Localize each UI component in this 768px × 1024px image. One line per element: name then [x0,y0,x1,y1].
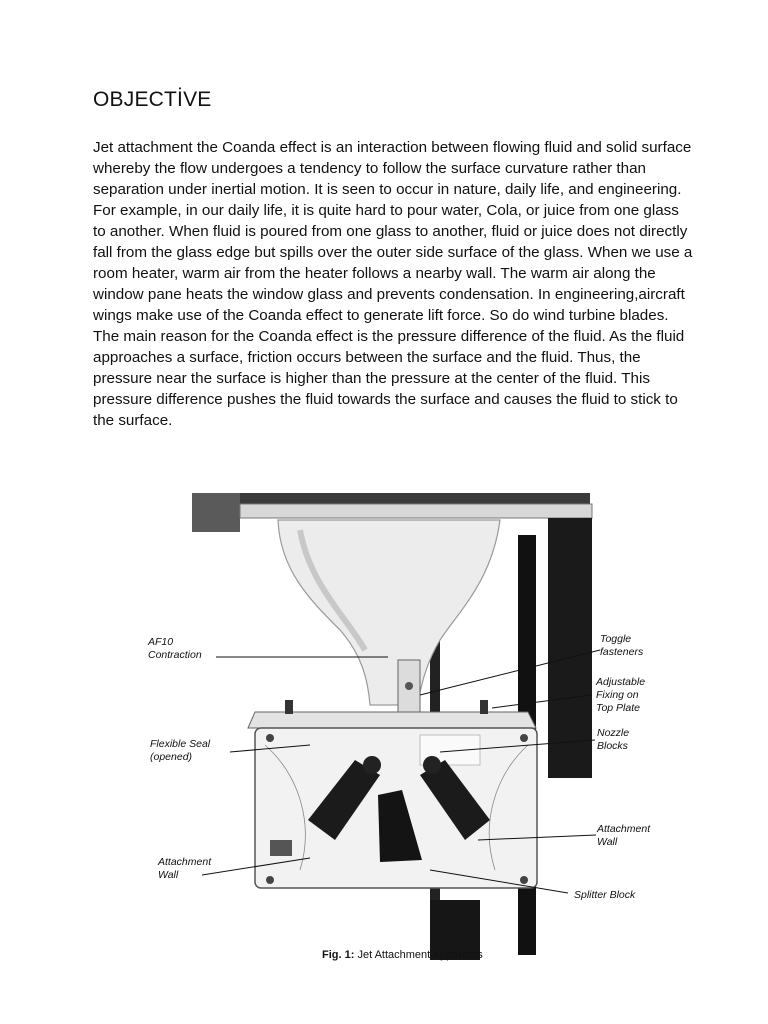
label-flexible-seal: Flexible Seal (opened) [150,738,211,763]
right-leg [548,518,592,778]
top-frame-corner [192,493,240,532]
label-af10-contraction: AF10 Contraction [148,636,202,661]
brand-logo [270,840,292,856]
label-nozzle-blocks: Nozzle Blocks [597,727,630,752]
fixing-bolt-right [480,700,488,714]
nozzle-knob-left [363,756,381,774]
top-rail [240,504,592,518]
label-splitter-block: Splitter Block [574,889,636,901]
figure-caption [322,949,483,961]
label-attachment-wall-right: Attachment Wall [597,823,651,848]
label-toggle-fasteners: Toggle fasteners [600,633,644,658]
label-attachment-wall-left: Attachment Wall [158,856,212,881]
caption-text: Jet Attachment Apparatus [354,949,483,961]
paragraph-1: Jet attachment the Coanda effect is an interaction between flowing fluid and solid surface whereby the flow undergoes a tendency to follow the surface curvature rather than separation under inertial motion. It is seen to occur in nature, daily life, and engineering. For example, in our daily life, it is quite hard to pour water, Cola, or juice from one glass to another. When fluid is poured from one glass to another, fluid or juice does not directly fall from the glass edge but spills over the outer side surface of the glass. When we use a room heater, warm air from the heater follows a nearby wall. The warm air along the window pane heats the window glass and prevents condensation. In engineering,aircraft wings make use of the Coanda effect to generate lift force. So do wind turbine blades. [93,139,693,324]
body-text [93,137,693,431]
page-heading: OBJECTİVE [93,88,212,111]
contraction-funnel [278,520,500,705]
caption-prefix: Fig. 1: [322,949,355,961]
apparatus-figure [140,490,680,970]
label-adjustable-fixing: Adjustable Fixing on Top Plate [596,676,646,714]
paragraph-2: The main reason for the Coanda effect is the pressure difference of the fluid. As the fluid approaches a surface, friction occurs between the surface and the fluid. Thus, the pressure near the surface is higher than the pressure at the center of the fluid. This pressure difference pushes the fluid towards the surface and causes the fluid to stick to the surface. [93,328,685,429]
top-plate [248,712,536,728]
nozzle-knob-right [423,756,441,774]
fixing-bolt-left [285,700,293,714]
